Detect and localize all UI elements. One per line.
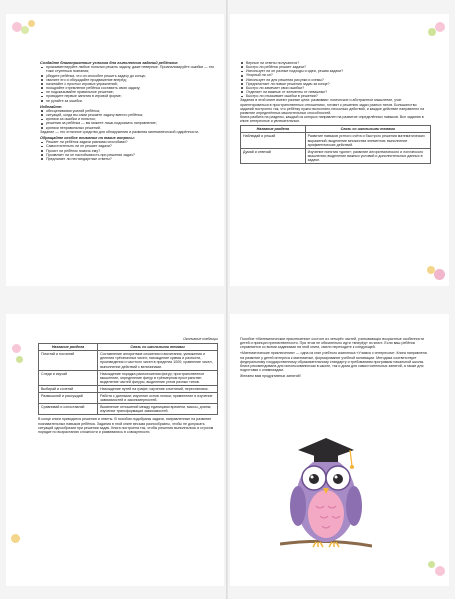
- table-header: Связь со школьными темами: [98, 344, 218, 351]
- list-item: Решает ли ребёнок задачи разными способами?: [40, 140, 216, 144]
- table-row: [241, 133, 431, 148]
- list-item: начинайте с простых игровых упражнений;: [40, 82, 216, 86]
- conditions-list: [40, 65, 216, 102]
- list-item: Быстро ли отыскивает ошибки в решении?: [240, 94, 431, 98]
- bottom-spread: [0, 300, 455, 599]
- list-item: Отделяет ли важные от элементы от неважных?: [240, 90, 431, 94]
- table-cell: Наблюдай и решай: [241, 133, 306, 148]
- heading-avoid: Избегайте:: [40, 104, 63, 109]
- page-1-content: [40, 61, 216, 161]
- paragraph: В конце книги приводятся решения и ответы. В пособии подобраны задачи, направленные на развитие познавательных навыков ребёнка. Задания в этой книге весьма разнообразны, чтобы не допускать ситуаций однообразия при решении задач. Книга построена так, чтобы решения выполнялись в строгом порядке по возрастанию сложности и развивались в совокупности.: [38, 417, 214, 434]
- paragraph: Пособие «Математические приключения» состоит из четырёх частей, учитывающих возрастные особенности детей и принцип преемственности. При этом не обязательно идти «вперёд» по книге. Если ваш ребёнок справляется со всеми заданиями на этой книги, смело переходите к следующей.: [240, 337, 424, 350]
- paragraph: Книга разбита на разделы, каждый из которых направлен на развитие определённых навыков. Все задания в книге интересные и увлекательные.: [240, 115, 424, 124]
- flower-decoration-icon: [415, 554, 445, 576]
- list-item: Предлагает ли нестандартные ответы?: [40, 157, 216, 161]
- list-item: Использует ли для решения рисунки и схемы?: [240, 78, 431, 82]
- flower-decoration-icon: [415, 258, 445, 280]
- sections-table: [240, 125, 431, 164]
- table-header: Название раздела: [39, 344, 98, 351]
- page-2-content: [240, 61, 431, 164]
- paragraph: Задание — это отличное средство для обнаружения и развития математической одарённости.: [40, 129, 199, 134]
- list-item: Самостоятельно ли он решает задачи?: [40, 144, 216, 148]
- list-item: Просит ли ребёнок помочь ему?: [40, 149, 216, 153]
- table-cell: Составление алгоритмов сложения и вычитания, умножения и деления трёхзначных чисел; нахождение суммы и разности, произведения и частного чисел в пределах 1000; сравнение чисел, выполнение действий с величинами.: [98, 351, 218, 370]
- page-2: [230, 14, 449, 286]
- table-cell: Нахождение порядка расположения фигур; пространственное мышление, определение фигур в трёхмерном пространстве; выделение частей фигуры, выделение углов разных типов.: [98, 370, 218, 385]
- table-header: Связь со школьными темами: [305, 126, 430, 133]
- list-item: проводите первые занятия в игровой форме;: [40, 94, 216, 98]
- heading-conditions: Создайте благоприятные условия для выполнения заданий ребёнком:: [40, 61, 179, 65]
- table-cell: Развитие навыков устного счёта и быстрого решения математических выражений; выделение множества элементов; выполнение арифметических действий.: [305, 133, 430, 148]
- list-item: Быстро ли замечает свои ошибки?: [240, 86, 431, 90]
- list-item: Верные ли ответы получаются?: [240, 61, 431, 65]
- list-item: Проявляет ли он настойчивость при решении задач?: [40, 153, 216, 157]
- page-1: [6, 14, 224, 286]
- list-item: не ругайте за ошибки.: [40, 99, 216, 103]
- table-row: [39, 351, 218, 370]
- list-item: Упорный ли он?: [240, 73, 431, 77]
- list-item: критики за ошибки и попыток;: [40, 117, 216, 121]
- table-cell: Почитай и посчитай: [39, 351, 98, 370]
- page-3-content: [38, 337, 218, 434]
- paragraph: Задания в этой книге имеют разные цели: развивают логическое и абстрактное мышление, учат ориентироваться в пространственных отношениях, готовят к решению задач разных типов. Большинство заданий построено так, что ребёнку нужно выполнить несколько действий, и каждое действие направлено на развитие определённых мыслительных способностей.: [240, 98, 425, 115]
- questions-list-continued: [240, 61, 431, 98]
- heading-questions: Обращайте особое внимание на такие вопросы:: [40, 135, 135, 140]
- table-cell: Выбирай и сочетай: [39, 385, 98, 392]
- table-row: [39, 370, 218, 385]
- table-header: Название раздела: [241, 126, 306, 133]
- closing-line: Желаем вам продуктивных занятий!: [240, 374, 301, 379]
- list-item: поощряйте стремление ребёнка составить свою задачу;: [40, 86, 216, 90]
- table-cell: Работа с данными; изучение основ логики; применение и изучение зависимостей и закономерностей.: [98, 393, 218, 404]
- list-item: Использует ли он разные подходы и идеи, решая задачи?: [240, 69, 431, 73]
- owl-graduate-icon: [280, 426, 372, 554]
- avoid-list: [40, 109, 216, 130]
- list-item: ситуаций, когда вы сами решаете задачу вместо ребёнка;: [40, 113, 216, 117]
- table-cell: Выявление отношений между единицами времени, массы, длины; изучение трансформации зависимостей.: [98, 404, 218, 415]
- list-item: обесценивания усилий ребёнка;: [40, 109, 216, 113]
- table-cell: Следи и изучай: [39, 370, 98, 385]
- page-3: [6, 314, 224, 586]
- questions-list: [40, 140, 216, 161]
- page-4: [230, 314, 449, 586]
- flower-decoration-icon: [411, 22, 445, 46]
- table-cell: Нахождение путей на графе; изучение сочетаний, перестановок.: [98, 385, 218, 392]
- table-caption: Окончание таблицы: [183, 337, 218, 341]
- list-item: Быстро ли ребёнок решает задачи?: [240, 65, 431, 69]
- flower-decoration-icon: [12, 20, 52, 40]
- list-item: решения за ребёнка — вы можете лишь подсказать направление;: [40, 121, 216, 125]
- table-row: [241, 148, 431, 163]
- list-item: не подсказывайте правильное решение;: [40, 90, 216, 94]
- table-cell: Изучение понятия «доля»; развитие алгоритмического и логического мышления; выделение важных условий и дополнительных данных в задаче.: [305, 148, 430, 163]
- list-item: убедите ребёнка, что он способен решить задачу до конца;: [40, 74, 216, 78]
- table-row: [39, 393, 218, 404]
- page-4-content: [240, 337, 431, 378]
- list-item: Предпочитает ли новые решения задач за конце?: [240, 82, 431, 86]
- table-row: [39, 404, 218, 415]
- table-cell: Сравнивай и сопоставляй: [39, 404, 98, 415]
- table-row: [39, 385, 218, 392]
- list-item: критики неправильных решений.: [40, 126, 216, 130]
- table-cell: Размышляй и рассуждай: [39, 393, 98, 404]
- list-item: хвалите его и обсуждайте продвижение вперёд;: [40, 78, 216, 82]
- list-item: прокомментируйте любые попытки решить задачу, даже неверные. Проанализируйте ошибки — это тоже ступенька познания;: [40, 65, 216, 73]
- paragraph: «Математические приключения» — одна из книг учебного комплекса «Учимся с интересом». Книга направлена на развитие у детей интереса к математике, формирование учебной мотивации. Методика соответствует федеральному государственному образовательному стандарту и требованиям программы начальной школы. Книга рекомендована для использования как в школе, так и дома для самостоятельных занятий, а также для подготовки к олимпиадам.: [240, 351, 427, 373]
- sections-table-continued: [38, 343, 218, 415]
- table-cell: Думай и отвечай: [241, 148, 306, 163]
- flower-decoration-icon: [10, 344, 32, 544]
